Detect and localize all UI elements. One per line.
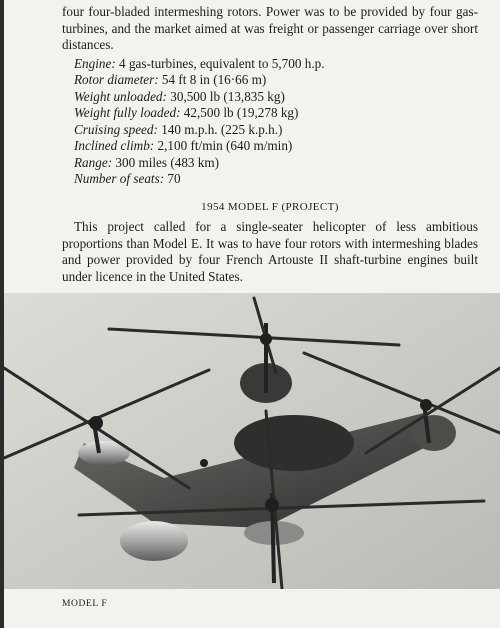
spec-item: [74, 105, 478, 122]
spec-item: [74, 138, 478, 155]
intro-paragraph: four four-bladed intermeshing rotors. Power was to be provided by four gas-turbines, and the market aimed at was freight or passenger carriage over short distances.: [62, 4, 478, 52]
spec-value: 2,100 ft/min (640 m/min): [157, 138, 293, 153]
model-f-photo: [4, 293, 500, 589]
spec-item: [74, 72, 478, 89]
spec-item: [74, 155, 478, 172]
spec-label: Number of seats:: [74, 171, 165, 186]
spec-value: 30,500 lb (13,835 kg): [170, 88, 285, 104]
section-heading: 1954 MODEL F (PROJECT): [201, 200, 339, 213]
spec-label: Range:: [74, 154, 113, 170]
text-column: [62, 4, 478, 285]
spec-item: [74, 171, 478, 188]
spec-label: Engine:: [74, 55, 116, 71]
spec-item: [74, 56, 478, 73]
spec-value: 54 ft 8 in (16·66 m): [161, 72, 267, 87]
helicopter-model-image: [4, 293, 500, 589]
spec-label: Inclined climb:: [74, 138, 155, 153]
spec-value: 4 gas-turbines, equivalent to 5,700 h.p.: [119, 55, 325, 71]
spec-value: 140 m.p.h. (225 k.p.h.): [161, 121, 283, 137]
spec-item: [74, 122, 478, 139]
spec-label: Cruising speed:: [74, 121, 158, 137]
spec-label: Weight fully loaded:: [74, 105, 181, 120]
spec-list: [62, 56, 478, 188]
spec-value: 42,500 lb (19,278 kg): [183, 105, 299, 120]
spec-label: Rotor diameter:: [74, 72, 159, 87]
spec-value: 70: [167, 171, 181, 186]
spec-value: 300 miles (483 km): [115, 154, 220, 170]
spec-label: Weight unloaded:: [74, 88, 167, 104]
photo-caption: MODEL F: [62, 599, 108, 609]
spec-item: [74, 89, 478, 106]
section-paragraph: This project called for a single-seater helicopter of less ambitious proportions than Model E. It was to have four rotors with intermeshing blades and power provided by four French Artouste II shaft-turbine engines built under licence in the United States.: [62, 219, 478, 284]
